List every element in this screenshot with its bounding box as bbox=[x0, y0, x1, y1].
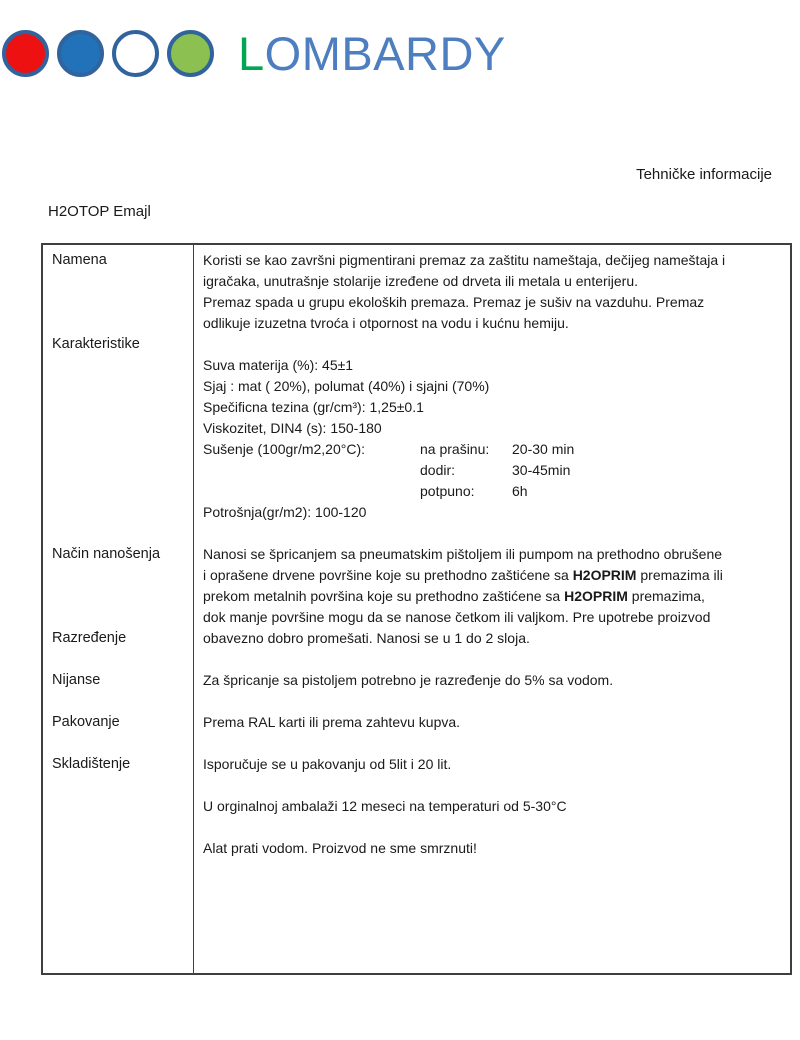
table-blank-line bbox=[203, 649, 787, 670]
spec-table bbox=[41, 243, 792, 975]
table-line-cell: Sušenje (100gr/m2,20°C): bbox=[203, 441, 366, 457]
white-circle bbox=[112, 30, 159, 77]
red-circle bbox=[2, 30, 49, 77]
table-line-text: Viskozitet, DIN4 (s): 150-180 bbox=[203, 420, 382, 436]
table-line-cell: potpuno: bbox=[420, 483, 475, 499]
table-text-line bbox=[203, 670, 787, 691]
table-row-label: Način nanošenja bbox=[52, 546, 161, 562]
table-blank-line bbox=[203, 691, 787, 712]
table-row-label: Namena bbox=[52, 252, 107, 268]
table-line-text: Spečificna tezina (gr/cm³): 1,25±0.1 bbox=[203, 399, 424, 415]
table-text-line bbox=[203, 754, 787, 775]
table-line-text: Premaz spada u grupu ekoloških premaza. Premaz je sušiv na vazduhu. Premaz bbox=[203, 294, 705, 310]
company-logo bbox=[2, 27, 506, 80]
table-text-line bbox=[203, 502, 787, 523]
table-line-text: igračaka, unutrašnje stolarije izređene od drveta ili metala u enterijeru. bbox=[203, 273, 639, 289]
table-row-label: Karakteristike bbox=[52, 336, 140, 352]
green-circle bbox=[167, 30, 214, 77]
table-text-line bbox=[203, 586, 787, 607]
table-line-text: prekom metalnih površina koje su prethodno zaštićene sa bbox=[203, 588, 565, 604]
table-line-text: Za špricanje sa pistoljem potrebno je razređenje do 5% sa vodom. bbox=[203, 672, 614, 688]
table-text-line bbox=[203, 418, 787, 439]
table-line-text: Sjaj : mat ( 20%), polumat (40%) i sjajni (70%) bbox=[203, 378, 490, 394]
table-text-line bbox=[203, 481, 787, 502]
table-line-text: dok manje površine mogu da se nanose četkom ili valjkom. Pre upotrebe proizvod bbox=[203, 609, 711, 625]
table-line-text: Suva materija (%): 45±1 bbox=[203, 357, 354, 373]
table-text-line bbox=[203, 838, 787, 859]
table-line-cell: 20-30 min bbox=[512, 441, 575, 457]
table-line-text: Potrošnja(gr/m2): 100-120 bbox=[203, 504, 367, 520]
table-text-line bbox=[203, 313, 787, 334]
table-text-line bbox=[203, 355, 787, 376]
table-blank-line bbox=[203, 733, 787, 754]
table-text-line bbox=[203, 628, 787, 649]
table-text-line bbox=[203, 292, 787, 313]
table-column-divider bbox=[193, 245, 194, 973]
doc-type-label: Tehničke informacije bbox=[636, 166, 772, 183]
product-title: H2OTOP Emajl bbox=[48, 203, 151, 220]
table-blank-line bbox=[203, 817, 787, 838]
table-blank-line bbox=[203, 334, 787, 355]
table-text-line bbox=[203, 439, 787, 460]
table-line-text: Koristi se kao završni pigmentirani premaz za zaštitu nameštaja, dečijeg nameštaja i bbox=[203, 252, 726, 268]
table-text-line bbox=[203, 796, 787, 817]
table-row-label: Skladištenje bbox=[52, 756, 131, 772]
table-line-text: i oprašene drvene površine koje su prethodno zaštićene sa bbox=[203, 567, 573, 583]
table-text-line bbox=[203, 376, 787, 397]
table-text-line bbox=[203, 607, 787, 628]
table-line-text: odlikuje izuzetna tvroća i otpornost na vodu i kućnu hemiju. bbox=[203, 315, 569, 331]
logo-letter-l: L bbox=[238, 27, 265, 80]
table-line-text: premazima, bbox=[627, 588, 705, 604]
table-content-column bbox=[203, 250, 787, 859]
blue-circle bbox=[57, 30, 104, 77]
table-text-line bbox=[203, 712, 787, 733]
table-blank-line bbox=[203, 775, 787, 796]
logo-circles bbox=[2, 30, 214, 77]
table-row-label: Nijanse bbox=[52, 672, 101, 688]
table-line-text: Prema RAL karti ili prema zahtevu kupva. bbox=[203, 714, 461, 730]
table-line-bold-text: H2OPRIM bbox=[564, 588, 628, 604]
table-text-line bbox=[203, 271, 787, 292]
table-line-cell: 6h bbox=[512, 483, 528, 499]
table-row-label: Pakovanje bbox=[52, 714, 120, 730]
table-line-text: obavezno dobro promešati. Nanosi se u 1 do 2 sloja. bbox=[203, 630, 530, 646]
table-line-text: U orginalnoj ambalaži 12 meseci na temperaturi od 5-30°C bbox=[203, 798, 567, 814]
table-line-cell: na prašinu: bbox=[420, 441, 490, 457]
table-text-line bbox=[203, 565, 787, 586]
table-row-label: Razređenje bbox=[52, 630, 127, 646]
table-line-text: Alat prati vodom. Proizvod ne sme smrznuti! bbox=[203, 840, 477, 856]
table-text-line bbox=[203, 460, 787, 481]
table-line-cell: dodir: bbox=[420, 462, 456, 478]
table-line-text: Isporučuje se u pakovanju od 5lit i 20 lit. bbox=[203, 756, 452, 772]
table-text-line bbox=[203, 544, 787, 565]
table-line-bold-text: H2OPRIM bbox=[572, 567, 637, 583]
table-blank-line bbox=[203, 523, 787, 544]
table-line-cell: 30-45min bbox=[512, 462, 571, 478]
table-text-line bbox=[203, 397, 787, 418]
logo-letters-rest: OMBARDY bbox=[264, 27, 506, 80]
logo-wordmark bbox=[238, 27, 506, 80]
table-line-text: Nanosi se špricanjem sa pneumatskim pištoljem ili pumpom na prethodno obrušene bbox=[203, 546, 723, 562]
table-line-text: premazima ili bbox=[636, 567, 723, 583]
table-text-line bbox=[203, 250, 787, 271]
